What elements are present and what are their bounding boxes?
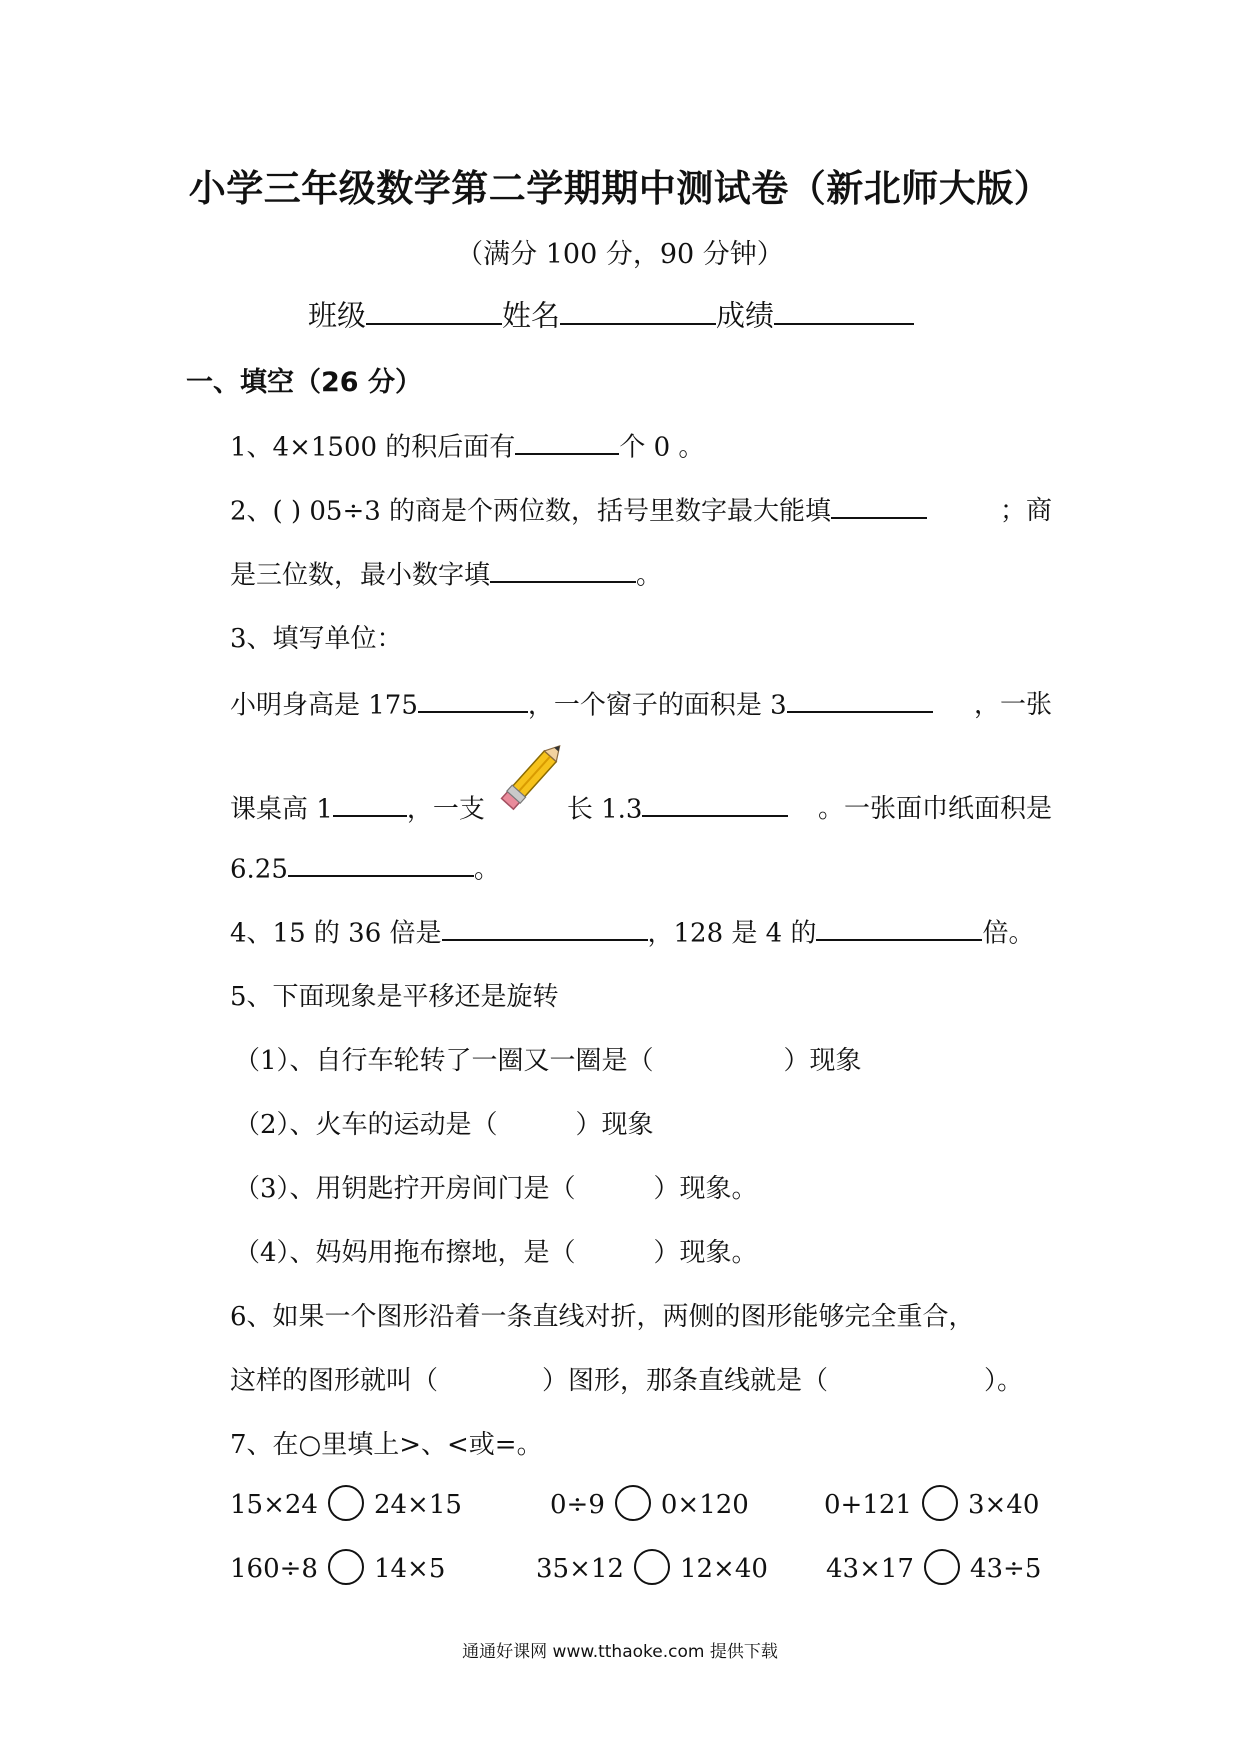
compare-circle[interactable]	[634, 1549, 670, 1585]
compare-item	[230, 1552, 445, 1588]
q3-text-area: 6.25	[230, 854, 288, 885]
compare-circle[interactable]	[615, 1485, 651, 1521]
q1-blank[interactable]	[515, 426, 619, 455]
class-label: 班级	[308, 298, 367, 333]
compare-item	[536, 1552, 768, 1588]
compare-right: 3×40	[967, 1490, 1040, 1520]
compare-left: 15×24	[230, 1490, 318, 1520]
compare-left: 0÷9	[550, 1490, 605, 1520]
compare-item	[550, 1488, 749, 1524]
question-7-heading: 7、在○里填上>、<或=。	[230, 1430, 543, 1460]
q3-text-pencil-length: 长 1.3	[566, 794, 643, 825]
question-4	[230, 912, 1035, 949]
q3-blank-tissue[interactable]	[288, 848, 474, 877]
class-blank[interactable]	[366, 293, 502, 325]
q4-text-mid: ，128 是 4 的	[647, 918, 817, 949]
q3-blank-desk[interactable]	[333, 788, 407, 817]
compare-right: 14×5	[373, 1554, 446, 1584]
question-3-line-1	[230, 684, 1052, 721]
q3-text-end: 。	[473, 854, 500, 885]
compare-right: 24×15	[373, 1490, 462, 1520]
name-label: 姓名	[502, 298, 561, 333]
q2-text-2: 是三位数，最小数字填	[230, 560, 491, 591]
q2-blank-min[interactable]	[490, 554, 636, 583]
q3-text-tissue: 。一张面巾纸面积是	[817, 794, 1052, 824]
question-5-item-4: （4）、妈妈用拖布擦地，是（ ）现象。	[234, 1238, 758, 1268]
q3-text-height: 小明身高是 175	[230, 690, 418, 721]
q3-blank-height[interactable]	[418, 684, 528, 713]
q2-text: 2、( ) 05÷3 的商是个两位数，括号里数字最大能填	[230, 496, 832, 527]
question-3-heading: 3、填写单位：	[230, 624, 403, 654]
student-info-row	[308, 293, 914, 334]
question-5-item-3: （3）、用钥匙拧开房间门是（ ）现象。	[234, 1174, 758, 1204]
question-6-line-1: 6、如果一个图形沿着一条直线对折，两侧的图形能够完全重合，	[230, 1302, 975, 1332]
q1-text-end: 个 0 。	[619, 432, 705, 463]
score-blank[interactable]	[774, 293, 914, 325]
q4-text-end: 倍。	[982, 918, 1035, 949]
compare-item	[230, 1488, 462, 1524]
compare-left: 0+121	[824, 1490, 912, 1520]
compare-left: 43×17	[826, 1554, 914, 1584]
q3-text-yizhang: ，一张	[973, 690, 1052, 720]
q4-blank-product[interactable]	[442, 912, 648, 941]
question-3-line-2	[230, 788, 1052, 825]
q2-text-2-end: 。	[636, 560, 663, 591]
q4-blank-times[interactable]	[816, 912, 982, 941]
q3-text-window: ，一个窗子的面积是 3	[527, 690, 787, 721]
question-6-line-2: 这样的图形就叫（ ）图形，那条直线就是（ ）。	[230, 1366, 1024, 1396]
q4-text: 4、15 的 36 倍是	[230, 918, 442, 949]
question-3-line-3	[230, 848, 500, 885]
compare-circle[interactable]	[922, 1485, 958, 1521]
q2-text-shang: ；商	[999, 496, 1052, 526]
score-label: 成绩	[716, 298, 775, 333]
compare-right: 0×120	[660, 1490, 749, 1520]
question-2-line-1	[230, 490, 1052, 527]
compare-circle[interactable]	[924, 1549, 960, 1585]
compare-left: 35×12	[536, 1554, 624, 1584]
page-footer: 通通好课网 www.tthaoke.com 提供下载	[462, 1642, 778, 1662]
q3-text-yizhi: ，一支	[406, 794, 485, 825]
q3-text-desk: 课桌高 1	[230, 794, 333, 825]
q3-blank-pencil[interactable]	[642, 788, 788, 817]
question-5-item-2: （2）、火车的运动是（ ）现象	[234, 1110, 654, 1140]
compare-item	[826, 1552, 1041, 1588]
compare-left: 160÷8	[230, 1554, 318, 1584]
page-title: 小学三年级数学第二学期期中测试卷（新北师大版）	[188, 167, 1052, 210]
question-5-heading: 5、下面现象是平移还是旋转	[230, 982, 559, 1012]
section-heading: 一、填空（26 分）	[186, 367, 422, 398]
compare-circle[interactable]	[328, 1549, 364, 1585]
name-blank[interactable]	[560, 293, 716, 325]
q2-blank-max[interactable]	[831, 490, 927, 519]
page-subtitle: （满分 100 分，90 分钟）	[456, 239, 784, 270]
compare-item	[824, 1488, 1039, 1524]
compare-circle[interactable]	[328, 1485, 364, 1521]
question-1	[230, 426, 704, 463]
compare-right: 43÷5	[969, 1554, 1042, 1584]
q3-blank-window[interactable]	[787, 684, 933, 713]
question-2-line-2	[230, 554, 662, 591]
question-5-item-1: （1）、自行车轮转了一圈又一圈是（ ）现象	[234, 1046, 862, 1076]
compare-right: 12×40	[679, 1554, 768, 1584]
q1-text: 1、4×1500 的积后面有	[230, 432, 516, 463]
